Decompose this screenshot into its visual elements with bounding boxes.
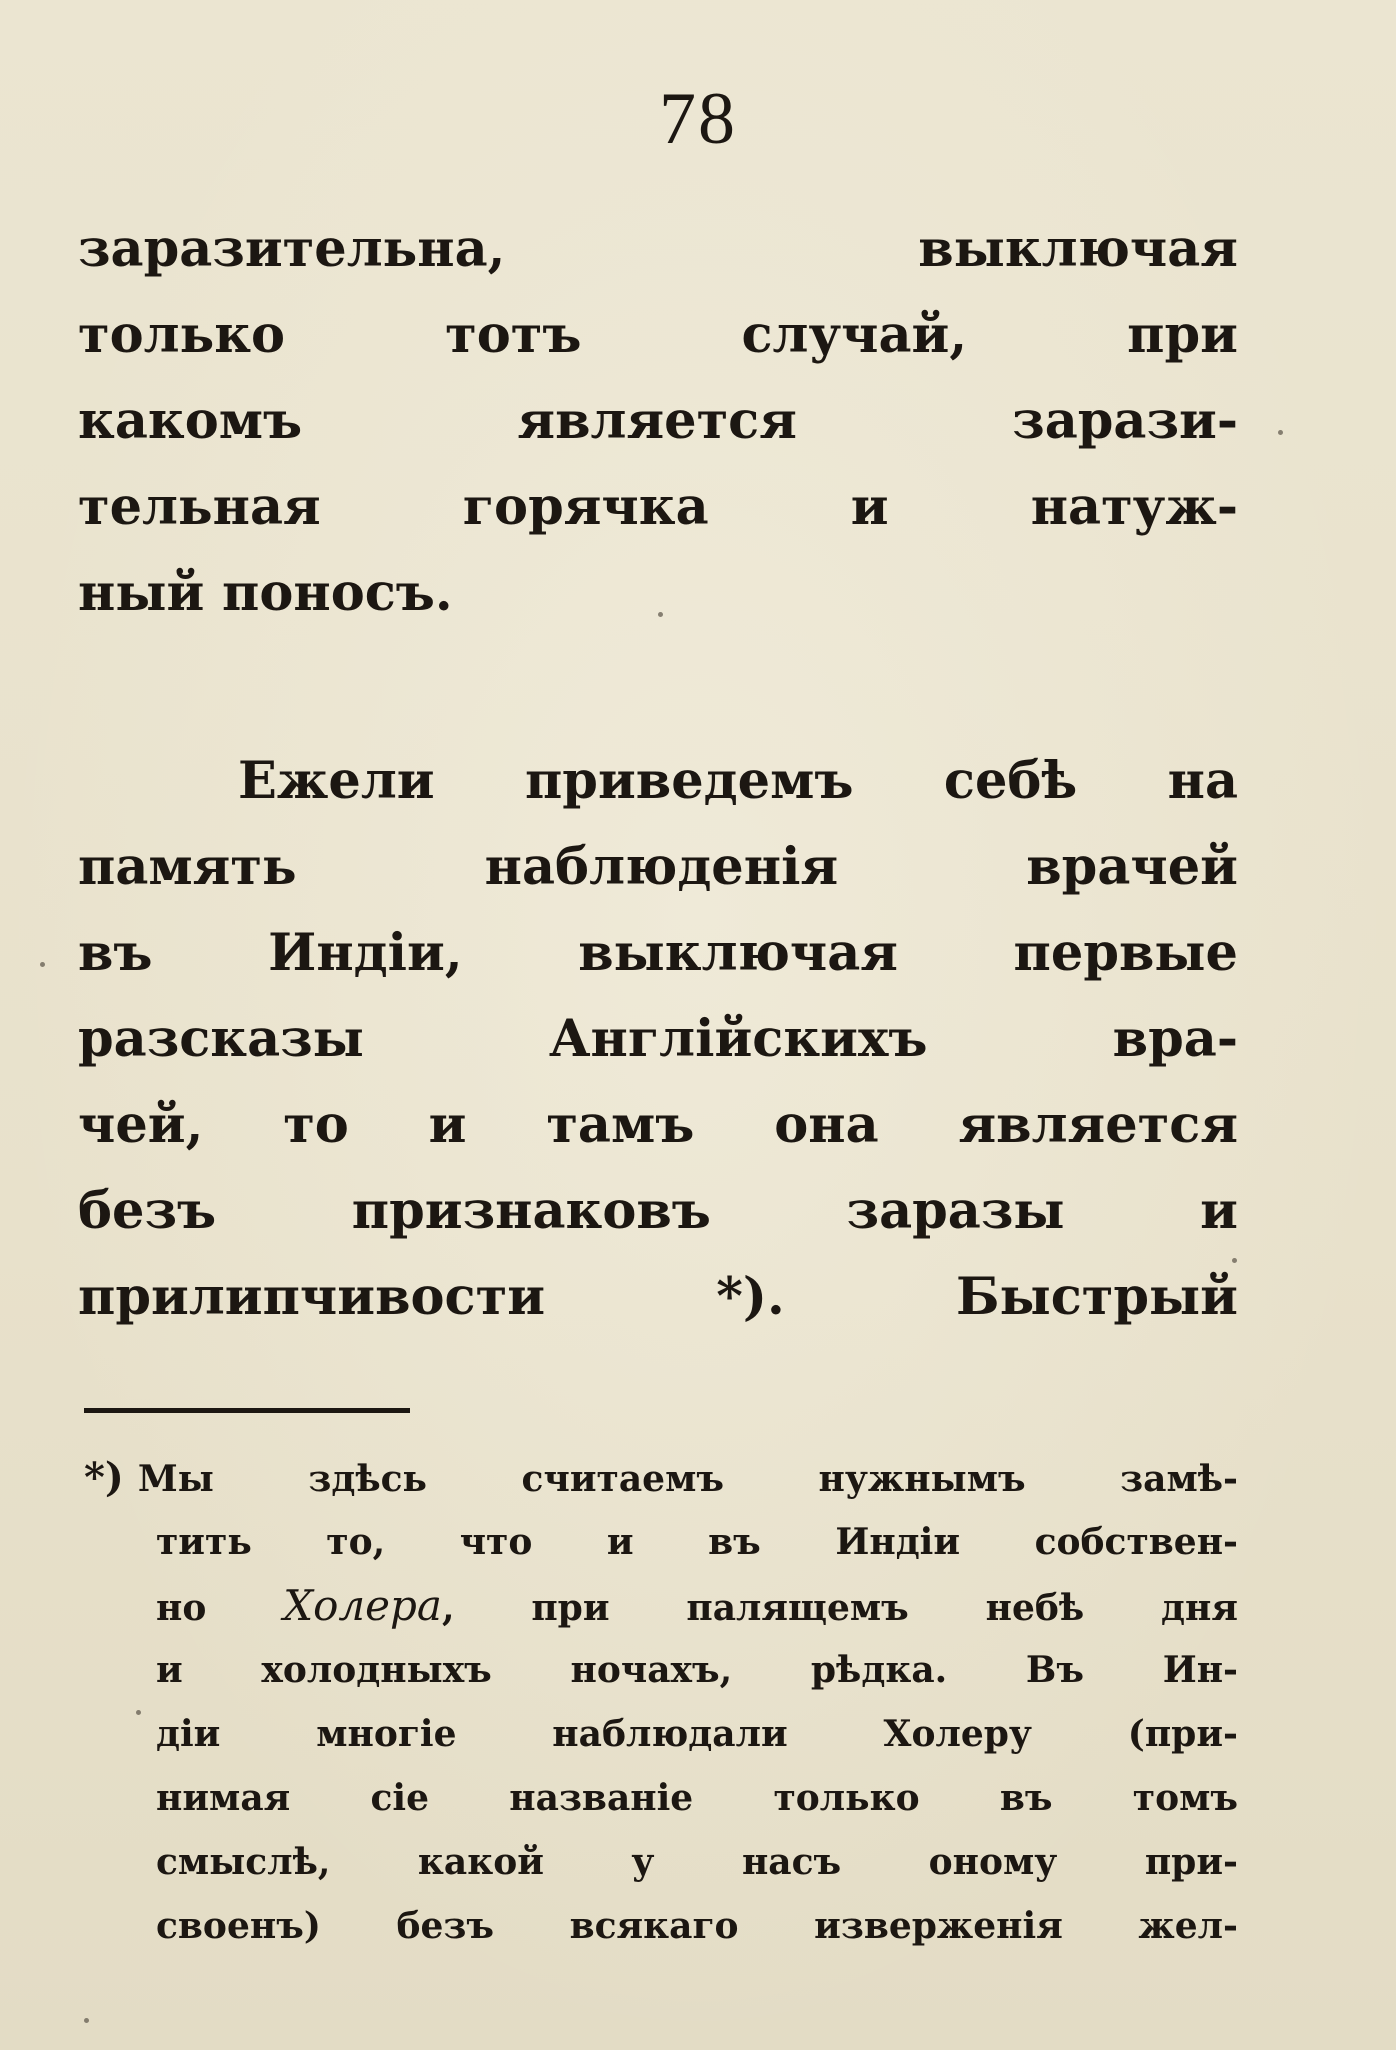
footnote	[84, 1446, 1238, 1958]
footnote-line: нимая сіе названіе только въ томъ	[156, 1777, 1238, 1819]
paper-speck	[136, 1710, 141, 1715]
footnote-separator-rule	[84, 1408, 410, 1413]
text-line: память наблюденія врачей	[78, 837, 1238, 897]
text-line: прилипчивости *). Быстрый	[78, 1267, 1238, 1327]
page-number: 78	[659, 78, 737, 160]
text-line: ный поносъ.	[78, 563, 453, 623]
footnote-line	[84, 1574, 1238, 1638]
footnote-line: своенъ) безъ всякаго изверженія жел-	[156, 1905, 1238, 1947]
text-line: въ Индіи, выключая первые	[78, 923, 1238, 983]
paper-speck	[84, 2018, 89, 2023]
text-line: только тотъ случай, при	[78, 305, 1238, 365]
text-line: безъ признаковъ заразы и	[78, 1181, 1238, 1241]
footnote-line: діи многіе наблюдали Холеру (при-	[156, 1713, 1238, 1755]
footnote-text: , при палящемъ небѣ дня	[441, 1587, 1238, 1629]
footnote-italic-term: Холера	[283, 1581, 442, 1630]
text-line: заразительна, выключая	[78, 219, 1238, 279]
paper-speck	[1232, 1258, 1237, 1263]
text-line: какомъ является зарази-	[78, 391, 1238, 451]
footnote-line: и холодныхъ ночахъ, рѣдка. Въ Ин-	[156, 1649, 1238, 1691]
paper-speck	[1278, 430, 1283, 435]
footnote-line: смыслѣ, какой у насъ оному при-	[156, 1841, 1238, 1883]
footnote-text: но	[156, 1587, 207, 1629]
paper-speck	[40, 962, 45, 967]
paragraph-2	[78, 738, 1238, 1340]
text-line: Ежели приведемъ себѣ на	[238, 751, 1238, 811]
footnote-line	[84, 1446, 1238, 1510]
paragraph-1	[78, 206, 1238, 636]
text-line: чей, то и тамъ она является	[78, 1095, 1238, 1155]
footnote-line: тить то, что и въ Индіи собствен-	[156, 1521, 1238, 1563]
footnote-text: Мы здѣсь считаемъ нужнымъ замѣ-	[137, 1458, 1238, 1500]
text-line: разсказы Англійскихъ вра-	[78, 1009, 1238, 1069]
footnote-marker: *)	[84, 1454, 124, 1501]
paper-speck	[658, 612, 663, 617]
text-line: тельная горячка и натуж-	[78, 477, 1238, 537]
